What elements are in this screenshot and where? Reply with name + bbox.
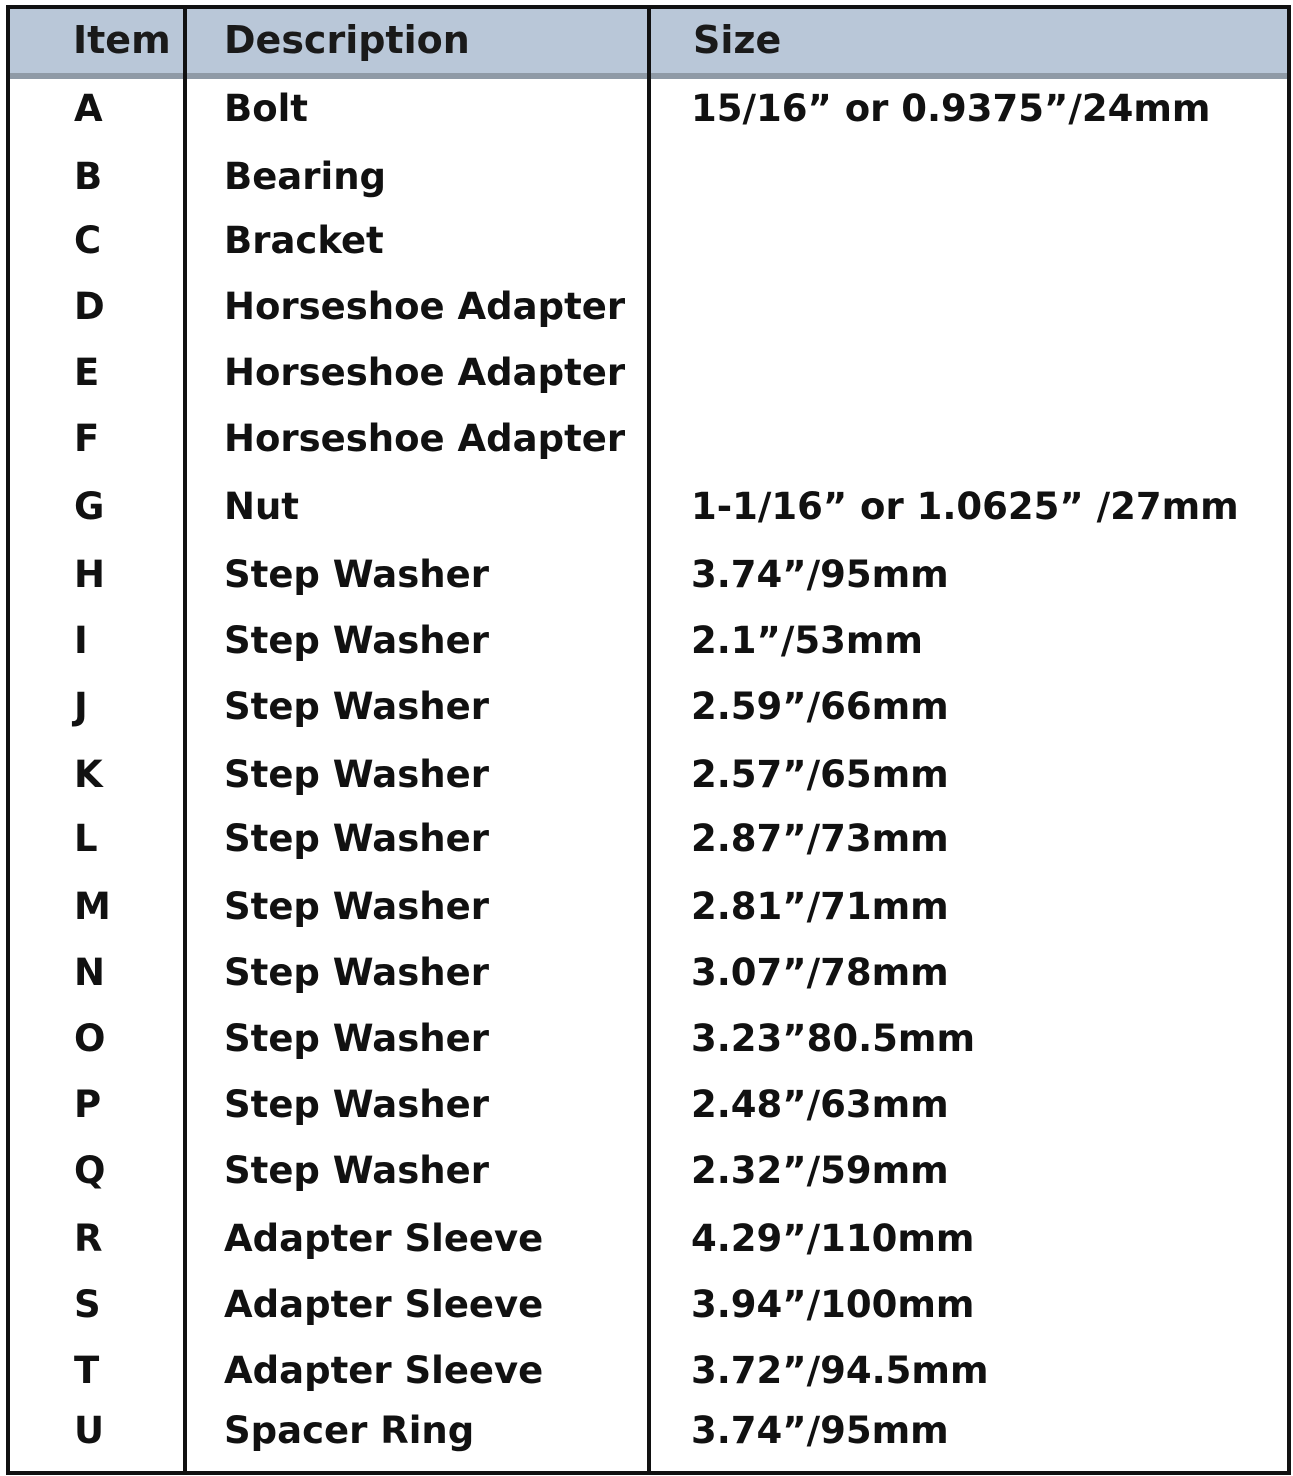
table-row xyxy=(10,211,1287,271)
table-row xyxy=(10,277,1287,337)
description-cell: Nut xyxy=(224,485,299,528)
item-cell: K xyxy=(74,753,103,796)
item-cell: A xyxy=(74,87,103,130)
size-cell: 3.74”/95mm xyxy=(691,1409,949,1452)
description-cell: Step Washer xyxy=(224,1149,489,1192)
size-cell: 15/16” or 0.9375”/24mm xyxy=(691,87,1211,130)
item-cell: B xyxy=(74,155,103,198)
description-cell: Adapter Sleeve xyxy=(224,1283,544,1326)
table-row xyxy=(10,943,1287,1003)
item-cell: U xyxy=(74,1409,105,1452)
description-cell: Step Washer xyxy=(224,951,489,994)
description-cell: Adapter Sleeve xyxy=(224,1217,544,1260)
item-cell: Q xyxy=(74,1149,106,1192)
item-cell: N xyxy=(74,951,105,994)
table-row xyxy=(10,343,1287,403)
item-cell: E xyxy=(74,351,100,394)
size-cell: 3.23”80.5mm xyxy=(691,1017,976,1060)
description-cell: Step Washer xyxy=(224,753,489,796)
size-cell: 2.59”/66mm xyxy=(691,685,949,728)
table-row xyxy=(10,79,1287,139)
description-cell: Step Washer xyxy=(224,685,489,728)
description-cell: Adapter Sleeve xyxy=(224,1349,544,1392)
table-row xyxy=(10,1075,1287,1135)
size-cell: 2.81”/71mm xyxy=(691,885,949,928)
size-cell: 3.74”/95mm xyxy=(691,553,949,596)
item-cell: O xyxy=(74,1017,106,1060)
item-cell: L xyxy=(74,817,98,860)
description-cell: Horseshoe Adapter xyxy=(224,417,626,460)
description-cell: Step Washer xyxy=(224,817,489,860)
table-row xyxy=(10,477,1287,537)
description-cell: Step Washer xyxy=(224,885,489,928)
size-cell: 3.07”/78mm xyxy=(691,951,949,994)
description-cell: Step Washer xyxy=(224,1083,489,1126)
header-item: Item xyxy=(73,18,171,62)
table-row xyxy=(10,677,1287,737)
table-row xyxy=(10,409,1287,469)
item-cell: C xyxy=(74,219,102,262)
item-cell: G xyxy=(74,485,105,528)
size-cell: 2.87”/73mm xyxy=(691,817,949,860)
table-row xyxy=(10,545,1287,605)
size-cell: 2.1”/53mm xyxy=(691,619,923,662)
item-cell: D xyxy=(74,285,105,328)
size-cell: 2.57”/65mm xyxy=(691,753,949,796)
size-cell: 3.94”/100mm xyxy=(691,1283,975,1326)
size-cell: 2.32”/59mm xyxy=(691,1149,949,1192)
item-cell: P xyxy=(74,1083,102,1126)
item-cell: F xyxy=(74,417,100,460)
description-cell: Step Washer xyxy=(224,1017,489,1060)
description-cell: Bolt xyxy=(224,87,308,130)
description-cell: Step Washer xyxy=(224,619,489,662)
item-cell: J xyxy=(74,685,88,728)
table-row xyxy=(10,1009,1287,1069)
item-cell: T xyxy=(74,1349,100,1392)
item-cell: H xyxy=(74,553,105,596)
table-row xyxy=(10,1401,1287,1461)
description-cell: Horseshoe Adapter xyxy=(224,285,626,328)
description-cell: Bracket xyxy=(224,219,384,262)
table-row xyxy=(10,147,1287,207)
table-row xyxy=(10,1341,1287,1401)
item-cell: S xyxy=(74,1283,101,1326)
table-row xyxy=(10,809,1287,869)
table-row xyxy=(10,611,1287,671)
size-cell: 1-1/16” or 1.0625” /27mm xyxy=(691,485,1239,528)
item-cell: I xyxy=(74,619,88,662)
description-cell: Bearing xyxy=(224,155,387,198)
table-row xyxy=(10,1141,1287,1201)
header-size: Size xyxy=(693,18,782,62)
table-row xyxy=(10,877,1287,937)
header-description: Description xyxy=(224,18,470,62)
item-cell: M xyxy=(74,885,111,928)
description-cell: Horseshoe Adapter xyxy=(224,351,626,394)
table-row xyxy=(10,745,1287,805)
size-cell: 4.29”/110mm xyxy=(691,1217,975,1260)
item-cell: R xyxy=(74,1217,103,1260)
size-cell: 2.48”/63mm xyxy=(691,1083,949,1126)
table-row xyxy=(10,1275,1287,1335)
table-row xyxy=(10,1209,1287,1269)
parts-table xyxy=(6,5,1291,1475)
description-cell: Spacer Ring xyxy=(224,1409,475,1452)
size-cell: 3.72”/94.5mm xyxy=(691,1349,989,1392)
description-cell: Step Washer xyxy=(224,553,489,596)
